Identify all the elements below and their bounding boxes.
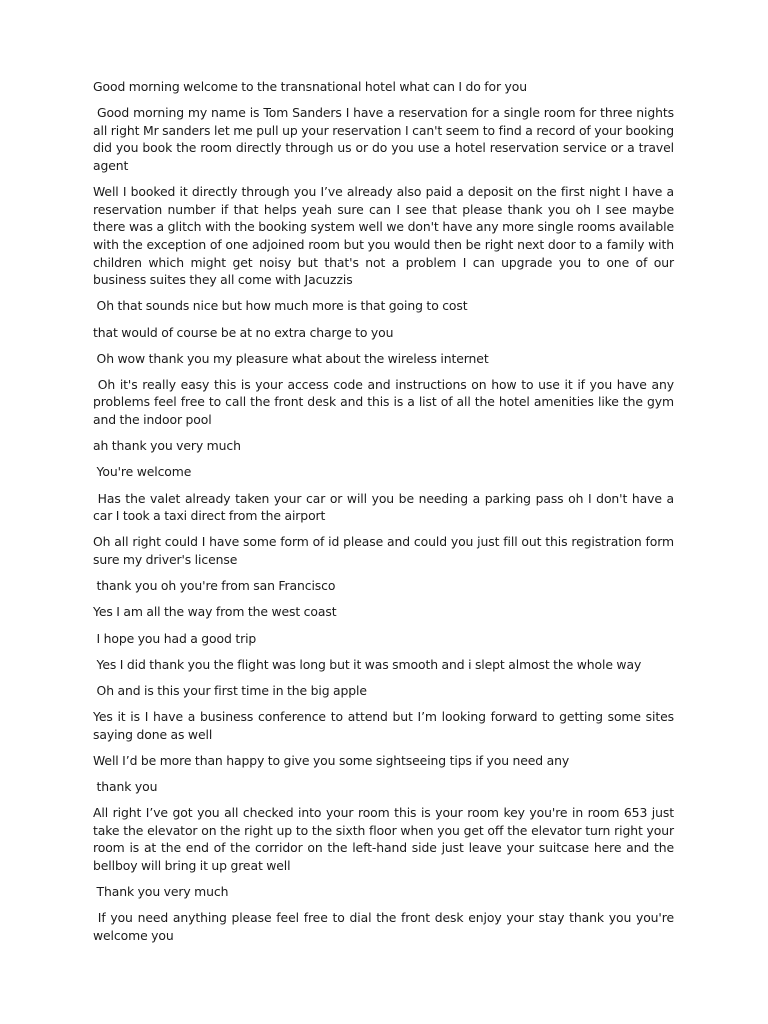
paragraph: Good morning welcome to the transnational hotel what can I do for you — [93, 79, 528, 94]
paragraph: All right I’ve got you all checked into your room this is your room key you're in room 653 just take the elevator on the right up to the sixth floor when you get off the elevator turn right your room is at the end of the corridor on the left-hand side just leave your suitcase here and the bellboy will bring it up great well — [93, 805, 678, 874]
paragraph: Oh that sounds nice but how much more is that going to cost — [93, 298, 468, 314]
paragraph: Oh all right could I have some form of id please and could you just fill out this registration form sure my driver's license — [93, 534, 678, 567]
paragraph: that would of course be at no extra charge to you — [93, 324, 394, 340]
document-page — [93, 78, 678, 953]
paragraph: Well I booked it directly through you I’ve already also paid a deposit on the first night I have a reservation number if that helps yeah sure can I see that please thank you oh I see maybe there was a glitch with the booking system well we don't have any more single rooms available with the exception of one adjoined room but you would then be right next door to a family with children which might get noisy but that's not a problem I can upgrade you to one of our business suites they all come with Jacuzzis — [93, 184, 678, 288]
paragraph: Oh and is this your first time in the big apple — [93, 682, 367, 698]
paragraph: thank you oh you're from san Francisco — [93, 578, 336, 594]
paragraph: Yes I did thank you the flight was long but it was smooth and i slept almost the whole way — [93, 656, 642, 672]
paragraph: Yes it is I have a business conference to attend but I’m looking forward to getting some sites saying done as well — [93, 709, 678, 742]
paragraph: Well I’d be more than happy to give you some sightseeing tips if you need any — [93, 752, 570, 768]
paragraph: You're welcome — [93, 464, 192, 480]
paragraph: If you need anything please feel free to dial the front desk enjoy your stay thank you you're welcome you — [93, 910, 678, 944]
paragraph: Good morning my name is Tom Sanders I have a reservation for a single room for three nights all right Mr sanders let me pull up your reservation I can't seem to find a record of your booking did you book the room directly through us or do you use a hotel reservation service or a travel agent — [93, 105, 678, 173]
paragraph: Has the valet already taken your car or will you be needing a parking pass oh I don't have a car I took a taxi direct from the airport — [93, 490, 678, 524]
paragraph: Oh wow thank you my pleasure what about the wireless internet — [93, 350, 489, 366]
paragraph: Thank you very much — [93, 884, 229, 900]
paragraph: ah thank you very much — [93, 438, 241, 454]
paragraph: Yes I am all the way from the west coast — [93, 604, 337, 620]
paragraph: Oh it's really easy this is your access code and instructions on how to use it if you have any problems feel free to call the front desk and this is a list of all the hotel amenities like the gym and the indoor pool — [93, 376, 678, 428]
paragraph: thank you — [93, 779, 158, 795]
paragraph: I hope you had a good trip — [93, 630, 257, 646]
